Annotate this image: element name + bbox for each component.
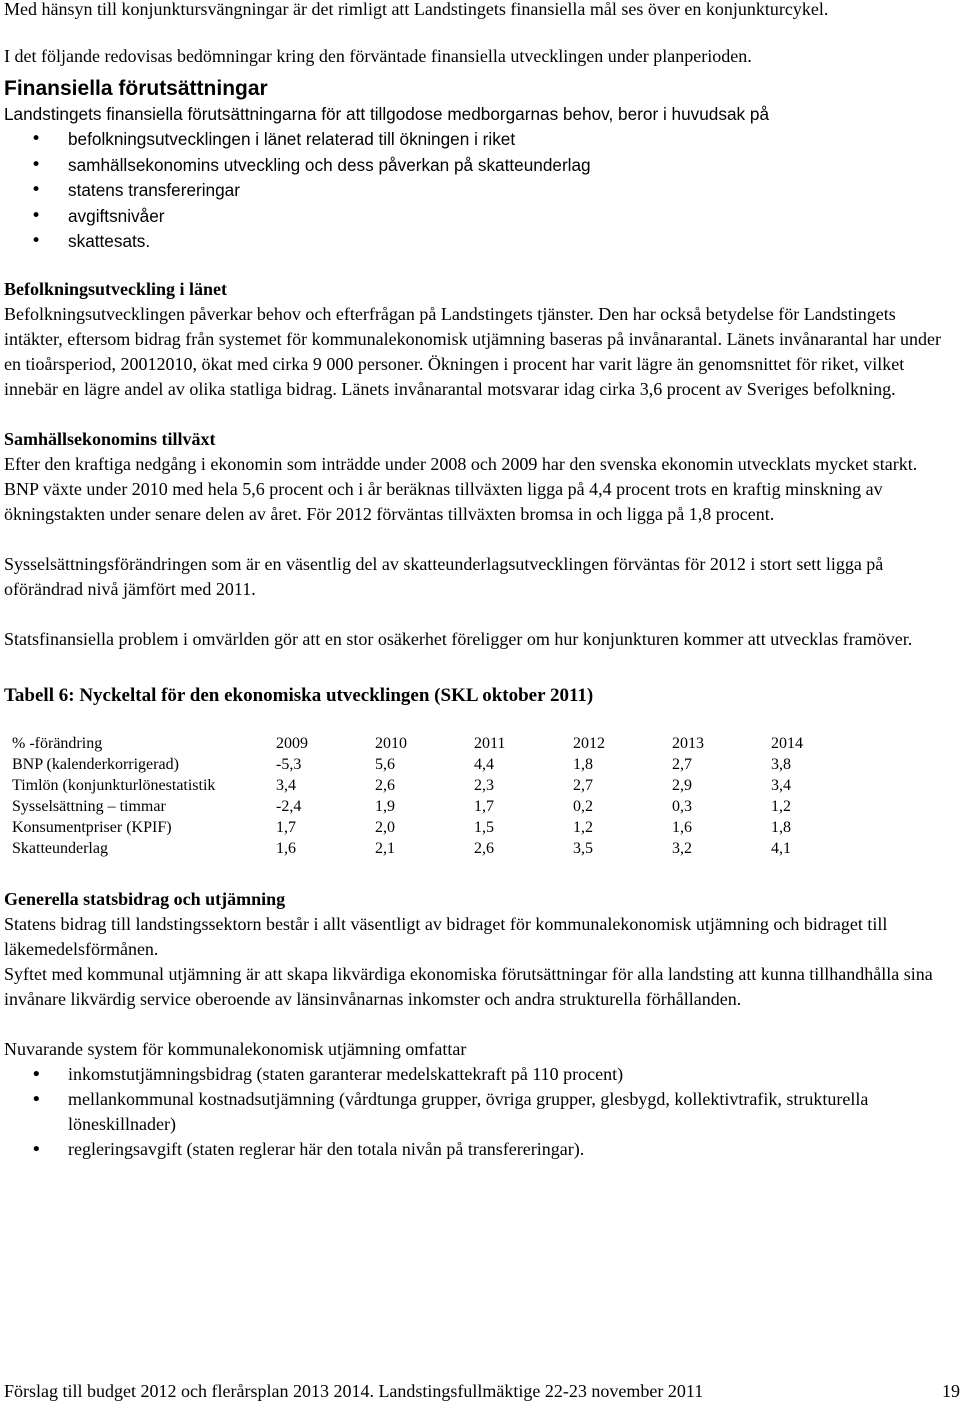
table-header-cell: 2014 — [771, 735, 803, 753]
table-header-row — [12, 733, 870, 754]
bullet-icon: • — [31, 1139, 42, 1161]
section-heading-generella: Generella statsbidrag och utjämning — [4, 889, 286, 910]
table-cell: 1,7 — [474, 798, 494, 816]
table-cell: 2,0 — [375, 819, 395, 837]
section-heading-befolkning: Befolkningsutveckling i länet — [4, 279, 228, 300]
table-cell: 4,1 — [771, 840, 791, 858]
nuvarande-lead: Nuvarande system för kommunalekonomisk utjämning omfattar — [4, 1039, 467, 1060]
table-cell: -5,3 — [276, 756, 302, 774]
table-row — [12, 796, 870, 817]
table-cell: 1,7 — [276, 819, 296, 837]
list-item: • statens transfereringar — [4, 178, 944, 203]
table-row — [12, 754, 870, 775]
bullet-icon: • — [31, 205, 42, 226]
key-figures-table — [12, 733, 870, 859]
list-item: • inkomstutjämningsbidrag (staten garanterar medelskattekraft på 110 procent) — [31, 1064, 624, 1086]
table-header-cell: 2010 — [375, 735, 407, 753]
samhall-section — [4, 427, 944, 652]
table-cell: Skatteunderlag — [12, 840, 108, 858]
table-cell: Konsumentpriser (KPIF) — [12, 819, 172, 837]
table-header-cell: 2013 — [672, 735, 704, 753]
intro-paragraph-2: I det följande redovisas bedömningar kring den förväntade finansiella utvecklingen under planperioden. — [4, 46, 752, 66]
section-heading-samhall: Samhällsekonomins tillväxt — [4, 429, 216, 450]
list-item: • mellankommunal kostnadsutjämning (vårdtunga grupper, övriga grupper, glesbygd, kollektivtrafik, strukturella löneskillnader) — [31, 1089, 869, 1135]
bullet-icon: • — [31, 154, 42, 175]
table-title: Tabell 6: Nyckeltal för den ekonomiska utvecklingen (SKL oktober 2011) — [4, 685, 594, 707]
befolkning-paragraph: Befolkningsutvecklingen påverkar behov och efterfrågan på Landstingets tjänster. Den har också betydelse för Landstingets intäkter, eftersom bidrag från systemet för kommunalekonomisk utjämning baseras på invånarantal. Länets invånarantal har under en tioårsperiod, 20012010, ökat med cirka 9 000 personer. Ökningen i procent har varit lägre än genomsnittet för riket, vilket innebär en lägre andel av olika statliga bidrag. Länets invånarantal motsvarar idag cirka 3,6 procent av Sveriges befolkning. — [4, 304, 941, 400]
table-cell: 3,5 — [573, 840, 593, 858]
generella-paragraph-2: Syftet med kommunal utjämning är att skapa likvärdiga ekonomiska förutsättningar för alla landsting att kunna tillhandhålla sina invånare likvärdig service oberoende av länsinvånarnas inkomster och andra strukturella förhållanden. — [4, 964, 933, 1010]
table-cell: 2,7 — [573, 777, 593, 795]
finansiella-bullet-list — [4, 127, 944, 254]
samhall-paragraph-2: Sysselsättningsförändringen som är en väsentlig del av skatteunderlagsutvecklingen förväntas för 2012 i stort sett ligga på oförändrad nivå jämfört med 2011. — [4, 554, 884, 600]
section-heading-finansiella: Finansiella förutsättningar — [4, 77, 268, 100]
table-cell: -2,4 — [276, 798, 302, 816]
table-cell: BNP (kalenderkorrigerad) — [12, 756, 179, 774]
generella-paragraph-1: Statens bidrag till landstingssektorn består i allt väsentligt av bidraget för kommunalekonomisk utjämning och bidraget till läkemedelsförmånen. — [4, 914, 888, 960]
bullet-icon: • — [31, 231, 42, 252]
table-cell: 2,3 — [474, 777, 494, 795]
nuvarande-section — [4, 1037, 944, 1162]
nuvarande-bullet-list — [4, 1062, 944, 1162]
list-item: • samhällsekonomins utveckling och dess påverkan på skatteunderlag — [4, 153, 944, 178]
document-page — [4, 0, 944, 1162]
footer-text: Förslag till budget 2012 och flerårsplan 2013 2014. Landstingsfullmäktige 22-23 november 2011 — [4, 1381, 704, 1401]
table-cell: 2,6 — [375, 777, 395, 795]
finansiella-section — [4, 102, 944, 254]
table-cell: 1,8 — [771, 819, 791, 837]
table-cell: 4,4 — [474, 756, 494, 774]
table-cell: 3,4 — [276, 777, 296, 795]
page-footer — [4, 1379, 960, 1404]
table-header-cell: 2011 — [474, 735, 506, 753]
table-cell: 1,2 — [771, 798, 791, 816]
table-cell: 1,6 — [672, 819, 692, 837]
table-cell: Timlön (konjunkturlönestatistik — [12, 777, 216, 795]
list-item: • regleringsavgift (staten reglerar här den totala nivån på transfereringar). — [31, 1139, 585, 1161]
table-header-cell: 2012 — [573, 735, 605, 753]
table-cell: 1,8 — [573, 756, 593, 774]
table-cell: 0,3 — [672, 798, 692, 816]
table-header-cell: 2009 — [276, 735, 308, 753]
table-cell: 3,4 — [771, 777, 791, 795]
table-cell: 1,2 — [573, 819, 593, 837]
list-item: • avgiftsnivåer — [4, 204, 944, 229]
table-row — [12, 775, 870, 796]
bullet-icon: • — [31, 180, 42, 201]
table-cell: 0,2 — [573, 798, 593, 816]
samhall-paragraph-3: Statsfinansiella problem i omvärlden gör att en stor osäkerhet föreligger om hur konjunkturen kommer att utvecklas framöver. — [4, 629, 913, 650]
table-cell: 1,6 — [276, 840, 296, 858]
generella-section — [4, 887, 944, 1012]
table-cell: 2,9 — [672, 777, 692, 795]
page-number: 19 — [942, 1381, 960, 1401]
table-cell: 2,6 — [474, 840, 494, 858]
befolkning-section — [4, 277, 944, 402]
table-row — [12, 838, 870, 859]
table-row — [12, 817, 870, 838]
bullet-icon: • — [31, 1064, 42, 1086]
table-cell: 1,5 — [474, 819, 494, 837]
finansiella-lead: Landstingets finansiella förutsättningarna för att tillgodose medborgarnas behov, beror i huvudsak på — [4, 104, 770, 124]
table-header-cell: % -förändring — [12, 735, 103, 753]
bullet-icon: • — [31, 1089, 42, 1111]
intro-paragraph-1: Med hänsyn till konjunktursvängningar är det rimligt att Landstingets finansiella mål ses över en konjunkturcykel. — [4, 0, 829, 19]
bullet-icon: • — [31, 129, 42, 150]
table-cell: 5,6 — [375, 756, 395, 774]
samhall-paragraph-1: Efter den kraftiga nedgång i ekonomin som inträdde under 2008 och 2009 har den svenska ekonomin utvecklats mycket starkt. BNP växte under 2010 med hela 5,6 procent och i år beräknas tillväxten ligga på 4,4 procent trots en kraftig minskning av ökningstakten under senare delen av året. För 2012 förväntas tillväxten bromsa in och ligga på 1,8 procent. — [4, 454, 918, 525]
table-cell: 3,8 — [771, 756, 791, 774]
table-cell: 2,1 — [375, 840, 395, 858]
list-item: • skattesats. — [4, 229, 944, 254]
table-cell: 1,9 — [375, 798, 395, 816]
table-cell: 3,2 — [672, 840, 692, 858]
table-cell: 2,7 — [672, 756, 692, 774]
list-item: • befolkningsutvecklingen i länet relaterad till ökningen i riket — [4, 127, 944, 152]
table-cell: Sysselsättning – timmar — [12, 798, 166, 816]
